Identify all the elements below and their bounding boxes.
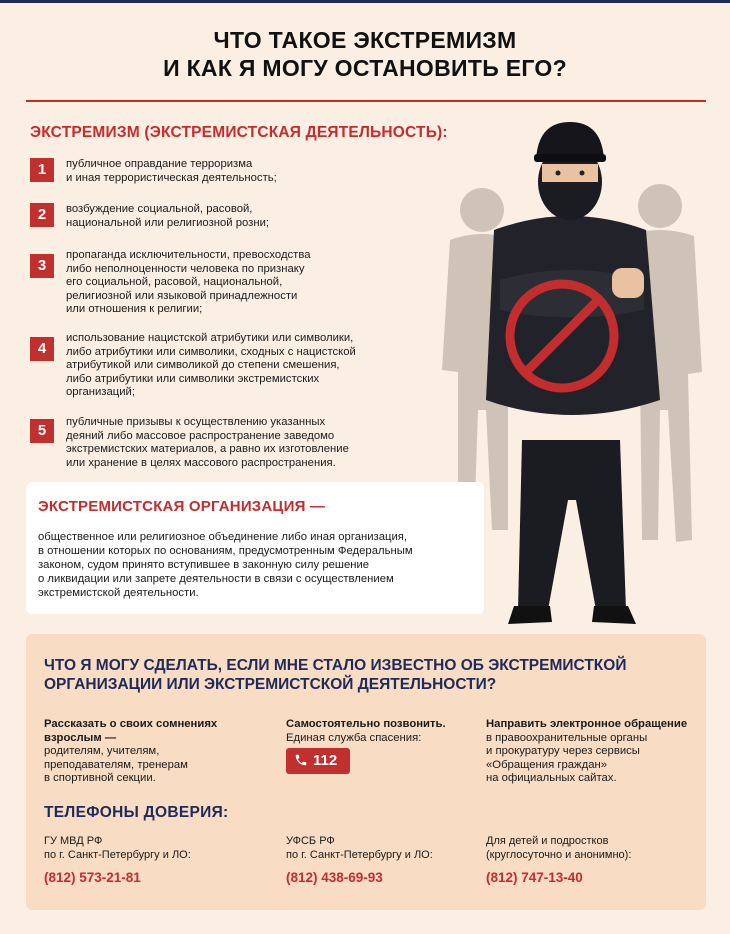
item-number: 3 [30,254,54,278]
emergency-phone-badge[interactable] [286,748,350,774]
phone-icon [294,753,308,767]
emergency-phone-number: 112 [313,752,338,769]
item-text: публичное оправдание терроризма и иная террористическая деятельность; [66,158,277,184]
hotline-phone[interactable]: (812) 747-13-40 [486,870,583,885]
hotline-children: Для детей и подростков (круглосуточно и анонимно): (812) 747-13-40 [486,834,701,885]
item-text: публичные призывы к осуществлению указанных деяний либо массовое распространение заведомо экстремистских материалов, а равно их изготовление или хранение в целях массового распространения. [66,416,349,469]
actions-heading: ЧТО Я МОГУ СДЕЛАТЬ, ЕСЛИ МНЕ СТАЛО ИЗВЕСТНО ОБ ЭКСТРЕМИСТКОЙ ОРГАНИЗАЦИИ ИЛИ ЭКСТРЕМИСТСКОЙ ДЕЯТЕЛЬНОСТИ? [44,657,627,693]
hotlines-heading: ТЕЛЕФОНЫ ДОВЕРИЯ: [44,804,229,821]
title-line-1: ЧТО ТАКОЕ ЭКСТРЕМИЗМ [213,27,517,53]
organization-text: общественное или религиозное объединение либо иная организация, в отношении которых по основаниям, предусмотренным Федеральным законом, судом принято вступившее в законную силу решение о ликвидации или запрете деятельности в связи с осуществлением экстремистской деятельности. [38,531,413,599]
extremism-heading: ЭКСТРЕМИЗМ (ЭКСТРЕМИСТСКАЯ ДЕЯТЕЛЬНОСТЬ): [30,124,448,141]
top-strip [0,0,730,3]
item-number: 4 [30,337,54,361]
item-number: 1 [30,158,54,182]
hotline-phone[interactable]: (812) 438-69-93 [286,870,383,885]
page-title [0,26,730,82]
hotline-phone[interactable]: (812) 573-21-81 [44,870,141,885]
title-divider [26,100,706,102]
item-number: 2 [30,203,54,227]
item-text: пропаганда исключительности, превосходства либо неполноценности человека по признаку его социальной, расовой, национальной, религиозной или языковой принадлежности или отношения к религии; [66,249,311,316]
hotline-mvd: ГУ МВД РФ по г. Санкт-Петербургу и ЛО: (812) 573-21-81 [44,834,274,885]
organization-definition-box [26,482,484,614]
item-text: использование нацистской атрибутики или символики, либо атрибутики или символики, сходных с нацистской атрибутикой или символикой до степени смешения, либо атрибутики или символики экстремистских организаций; [66,332,356,399]
hotline-fsb: УФСБ РФ по г. Санкт-Петербургу и ЛО: (812) 438-69-93 [286,834,486,885]
hooded-man [486,122,660,624]
action-online-appeal: Направить электронное обращение в правоохранительные органы и прокуратуру через сервисы «Обращения граждан» на официальных сайтах. [486,718,688,785]
action-tell-adults: Рассказать о своих сомнениях взрослым — родителям, учителям, преподавателям, тренерам в спортивной секции. [44,718,218,785]
item-text: возбуждение социальной, расовой, национальной или религиозной розни; [66,203,270,229]
item-number: 5 [30,419,54,443]
action-call-rescue: Самостоятельно позвонить. Единая служба спасения: [286,718,446,744]
actions-panel [26,634,706,910]
title-line-2: И КАК Я МОГУ ОСТАНОВИТЬ ЕГО? [163,55,567,81]
organization-heading: ЭКСТРЕМИСТСКАЯ ОРГАНИЗАЦИЯ — [38,498,326,515]
